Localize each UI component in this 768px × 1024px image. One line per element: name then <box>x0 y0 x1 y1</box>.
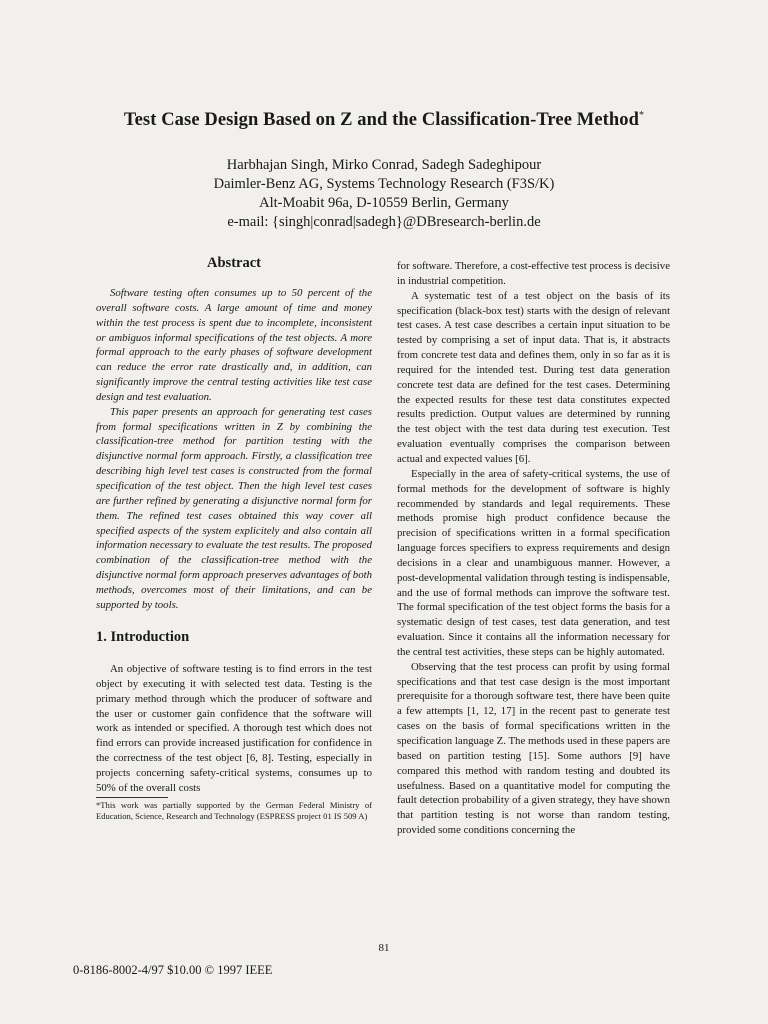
right-paragraph-2: A systematic test of a test object on the basis of its specification (black-box test) starts with the design of relevant test cases. A test case describes a certain input situation to be tested by comprising a set of input data. That is, it abstracts from concrete test data and defines them, only in so far as it is required for the intended test. During test data generation concrete test data are defined for the test cases. Determining the expected results for these test data constitutes expected results prediction. Output values are determined by running the test object with the test data during test execution. Test evaluation eventually comprises the comparison between actual and expected values [6]. <box>397 289 670 465</box>
left-column <box>96 255 372 613</box>
author-email: e-mail: {singh|conrad|sadegh}@DBresearch-berlin.de <box>227 214 541 230</box>
author-address: Alt-Moabit 96a, D-10559 Berlin, Germany <box>259 195 509 211</box>
author-affiliation: Daimler-Benz AG, Systems Technology Research (F3S/K) <box>213 176 555 192</box>
title-text: Test Case Design Based on Z and the Classification-Tree Method <box>123 110 640 131</box>
introduction-body <box>96 662 372 796</box>
abstract-paragraph-2: This paper presents an approach for generating test cases from formal specifications written in Z by combining the classification-tree method for partition testing with the disjunctive normal form approach. Firstly, a classification tree describing high level test cases is constructed from the formal specification of the test object. Then the high level test cases are further refined by generating a disjunctive normal form for them. The refined test cases obtained this way cover all specified aspects of the system explicitely and also contain all information necessary to evaluate the test results. The proposed combination of the classification-tree method with the disjunctive normal form approach preserves advantages of both methods, overcomes most of their limitations, and can be supported by tools. <box>96 405 372 611</box>
abstract-paragraph-1: Software testing often consumes up to 50 percent of the overall software costs. A large amount of time and money within the test process is spent due to incomplete, inconsistent or ambiguos informal specifications of the test objects. A more formal approach to the early phases of software development can reduce the error rate drastically and, in addition, can significantly improve the central testing activities like test case design and test evaluation. <box>96 287 372 403</box>
footnote-divider <box>96 797 168 798</box>
copyright-line: 0-8186-8002-4/97 $10.00 © 1997 IEEE <box>73 963 273 977</box>
introduction-heading: 1. Introduction <box>96 629 190 645</box>
introduction-paragraph-1: An objective of software testing is to find errors in the test object by executing it with selected test data. Testing is the primary method through which the producer of software and the user or customer gain confidence that the software will work as intended or specified. A thorough test which does not find errors can provide increased justification for confidence in the correctness of the test object [6, 8]. Testing, especially in projects concerning safety-critical systems, consumes up to 50% of the overall costs <box>96 663 372 794</box>
page-number: 81 <box>378 942 390 954</box>
author-names: Harbhajan Singh, Mirko Conrad, Sadegh Sadeghipour <box>226 157 542 173</box>
right-column <box>397 259 670 838</box>
footnote: *This work was partially supported by the German Federal Ministry of Education, Science, Research and Technology (ESPRESS project 01 IS 509 A) <box>96 800 372 821</box>
right-paragraph-4: Observing that the test process can profit by using formal specifications and that test case design is the most important prerequisite for a thorough software test, there have been quite a few attempts [1, 12, 17] in the recent past to generate test cases on the basis of formal specifications written in the specification language Z. The methods used in these papers are based on partition testing [15]. Some authors [9] have compared this method with random testing and doubted its usefulness. Based on a quantitative model for computing the fault detection probability of a given strategy, they have shown that partition testing is not worse than random testing, provided some conditions concerning the <box>397 660 670 837</box>
author-block <box>0 156 768 232</box>
right-paragraph-3: Especially in the area of safety-critical systems, the use of formal methods for the development of software is highly recommended by standards and legal requirements. These methods promise high product confidence because the precision of specifications written in a formal specification language forces specifiers to express requirements and design decisions in a clear and unambiguous manner. However, a post-developmental validation through testing is indispensable, and the use of formal methods can improve the software test. The formal specification of the test object forms the basis for a systematic design of test cases, test data generation, and test evaluation. Since it contains all the information necessary for the central test activities, these steps can be highly automated. <box>397 467 670 658</box>
title-footnote-mark: * <box>639 110 645 121</box>
right-paragraph-1: for software. Therefore, a cost-effective test process is decisive in industrial competition. <box>397 260 670 287</box>
abstract-heading: Abstract <box>207 255 261 271</box>
paper-title <box>0 110 768 131</box>
